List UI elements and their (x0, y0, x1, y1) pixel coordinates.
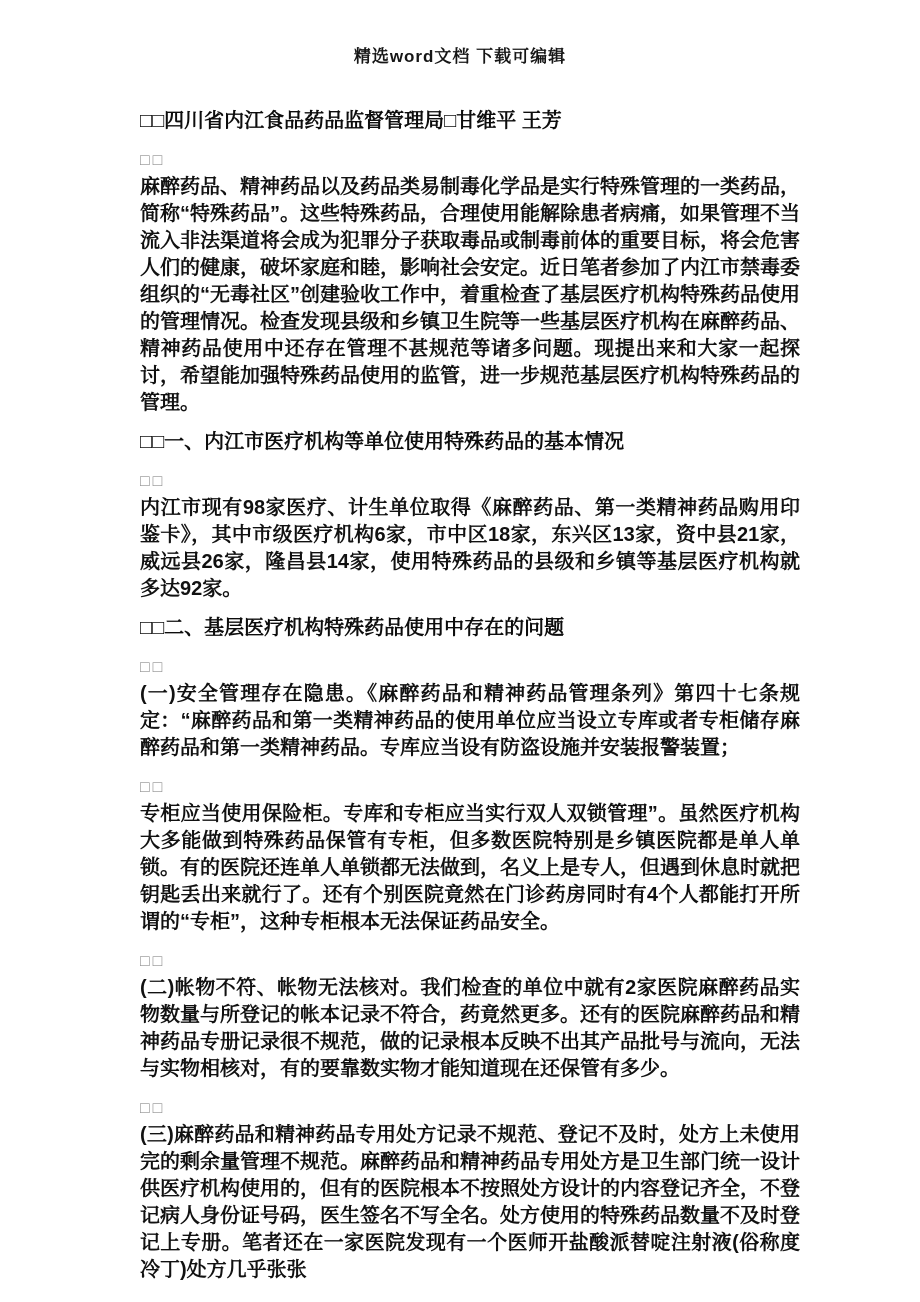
page-header-note: 精选word文档 下载可编辑 (353, 47, 567, 66)
section-heading-2: □□二、基层医疗机构特殊药品使用中存在的问题 (140, 617, 565, 639)
placeholder-marker: □□ (140, 659, 166, 676)
section-heading-1: □□一、内江市医疗机构等单位使用特殊药品的基本情况 (140, 431, 625, 453)
paragraph-issue-1-continued: 专柜应当使用保险柜。专库和专柜应当实行双人双锁管理”。虽然医疗机构大多能做到特殊药品保管有专柜，但多数医院特别是乡镇医院都是单人单锁。有的医院还连单人单锁都无法做到，名义上是专人，但遇到休息时就把钥匙丢出来就行了。还有个别医院竟然在门诊药房同时有4个人都能打开所谓的“专柜”，这种专柜根本无法保证药品安全。 (140, 803, 800, 933)
document-body (140, 108, 800, 1284)
paragraph-intro: 麻醉药品、精神药品以及药品类易制毒化学品是实行特殊管理的一类药品，简称“特殊药品”。这些特殊药品，合理使用能解除患者病痛，如果管理不当流入非法渠道将会成为犯罪分子获取毒品或制毒前体的重要目标，将会危害人们的健康，破坏家庭和睦，影响社会安定。近日笔者参加了内江市禁毒委组织的“无毒社区”创建验收工作中，着重检查了基层医疗机构特殊药品使用的管理情况。检查发现县级和乡镇卫生院等一些基层医疗机构在麻醉药品、精神药品使用中还存在管理不甚规范等诸多问题。现提出来和大家一起探讨，希望能加强特殊药品使用的监管，进一步规范基层医疗机构特殊药品的管理。 (140, 176, 800, 414)
paragraph-section1: 内江市现有98家医疗、计生单位取得《麻醉药品、第一类精神药品购用印鉴卡》，其中市级医疗机构6家，市中区18家，东兴区13家，资中县21家，威远县26家，隆昌县14家，使用特殊药品的县级和乡镇等基层医疗机构就多达92家。 (140, 497, 800, 600)
placeholder-marker: □□ (140, 953, 166, 970)
placeholder-marker: □□ (140, 779, 166, 796)
placeholder-marker: □□ (140, 1100, 166, 1117)
paragraph-issue-2: (二)帐物不符、帐物无法核对。我们检查的单位中就有2家医院麻醉药品实物数量与所登记的帐本记录不符合，药竟然更多。还有的医院麻醉药品和精神药品专册记录很不规范，做的记录根本反映不出其产品批号与流向，无法与实物相核对，有的要靠数实物才能知道现在还保管有多少。 (140, 977, 800, 1080)
placeholder-marker: □□ (140, 473, 166, 490)
placeholder-marker: □□ (140, 152, 166, 169)
paragraph-issue-1: (一)安全管理存在隐患。《麻醉药品和精神药品管理条列》第四十七条规定：“麻醉药品和第一类精神药品的使用单位应当设立专库或者专柜储存麻醉药品和第一类精神药品。专库应当设有防盗设施并安装报警装置； (140, 683, 800, 759)
paragraph-issue-3: (三)麻醉药品和精神药品专用处方记录不规范、登记不及时，处方上未使用完的剩余量管理不规范。麻醉药品和精神药品专用处方是卫生部门统一设计供医疗机构使用的，但有的医院根本不按照处方设计的内容登记齐全，不登记病人身份证号码，医生签名不写全名。处方使用的特殊药品数量不及时登记上专册。笔者还在一家医院发现有一个医师开盐酸派替啶注射液(俗称度冷丁)处方几乎张张 (140, 1124, 800, 1281)
document-title: □□四川省内江食品药品监督管理局□甘维平 王芳 (140, 110, 562, 132)
